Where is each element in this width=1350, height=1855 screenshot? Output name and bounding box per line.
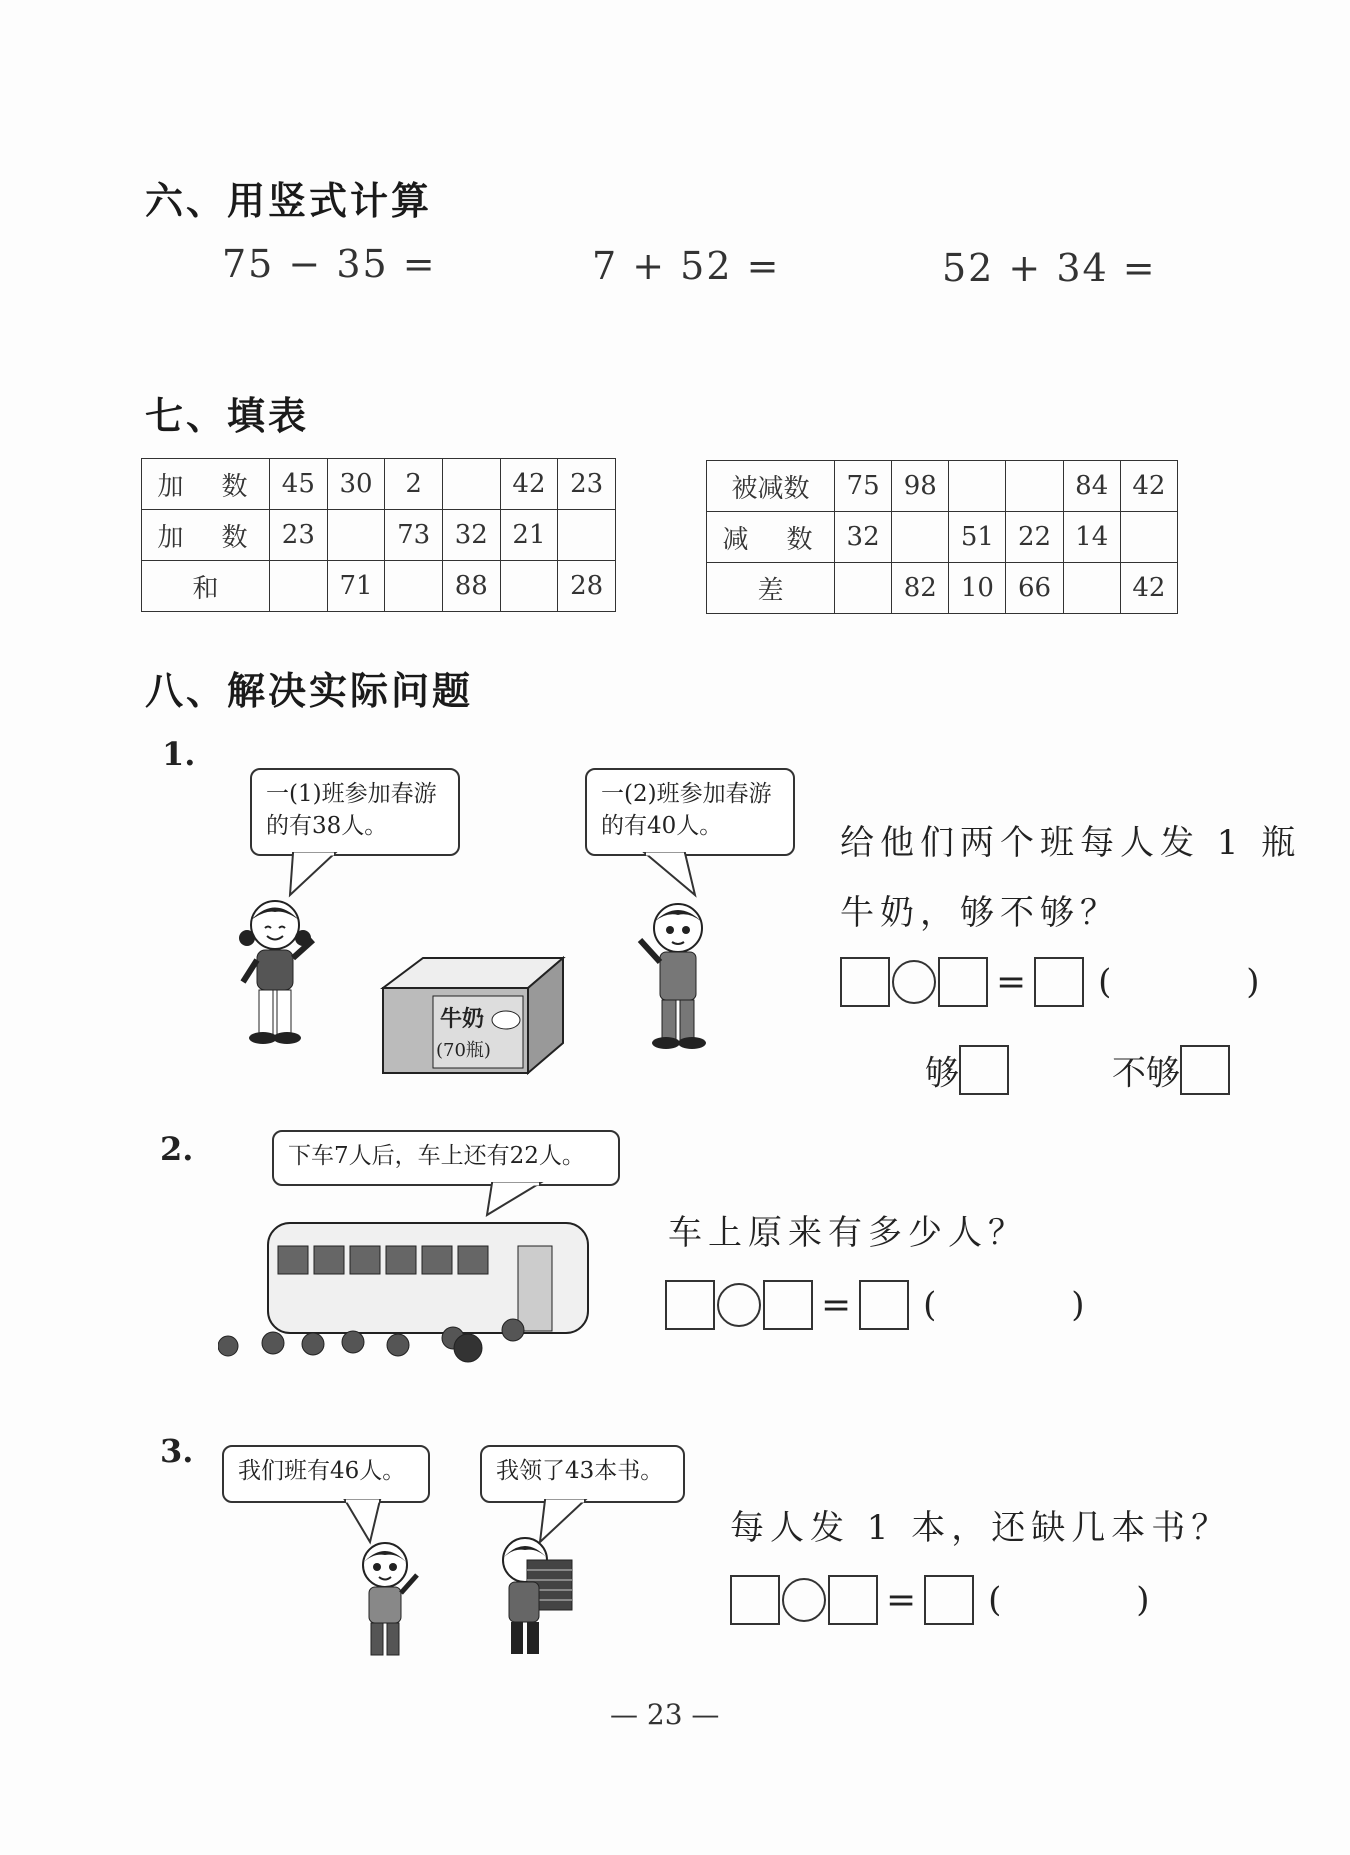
page-number: — 23 — xyxy=(610,1698,720,1731)
table-cell[interactable]: 82 xyxy=(892,563,949,614)
addition-table xyxy=(141,458,616,612)
enough-label: 够 xyxy=(925,1053,959,1094)
speech-bubble-class2 xyxy=(585,768,795,856)
not-enough-label: 不够 xyxy=(1112,1053,1180,1094)
question-1-line1: 给他们两个班每人发 1 瓶 xyxy=(840,823,1302,863)
answer-formula-2 xyxy=(665,1280,1147,1330)
table-cell[interactable]: 10 xyxy=(949,563,1006,614)
table-cell[interactable] xyxy=(1006,461,1063,512)
girl-illustration xyxy=(225,890,335,1050)
milk-box-illustration xyxy=(378,948,568,1078)
row-label: 减 数 xyxy=(707,512,835,563)
table-cell[interactable]: 30 xyxy=(327,459,385,510)
problem-3: 52 + 34 = xyxy=(942,246,1157,290)
section6-title: 六、用竖式计算 xyxy=(145,179,433,223)
answer-box[interactable] xyxy=(665,1280,715,1330)
table-cell[interactable] xyxy=(892,512,949,563)
table-cell[interactable]: 23 xyxy=(270,510,328,561)
table-row xyxy=(142,459,616,510)
bubble-text: 下车7人后，车上还有22人。 xyxy=(288,1143,585,1169)
answer-box[interactable] xyxy=(828,1575,878,1625)
table-cell[interactable]: 71 xyxy=(327,561,385,612)
answer-box[interactable] xyxy=(763,1280,813,1330)
answer-box[interactable] xyxy=(730,1575,780,1625)
table-cell[interactable]: 73 xyxy=(385,510,443,561)
table-cell[interactable]: 22 xyxy=(1006,512,1063,563)
equals-sign: = xyxy=(886,1579,917,1621)
boy-with-books-illustration xyxy=(485,1530,585,1665)
table-cell[interactable]: 28 xyxy=(558,561,616,612)
table-cell[interactable] xyxy=(949,461,1006,512)
speech-bubble-girl xyxy=(222,1445,430,1503)
answer-box[interactable] xyxy=(1034,957,1084,1007)
table-cell[interactable] xyxy=(1120,512,1177,563)
operator-circle[interactable] xyxy=(717,1283,761,1327)
equals-sign: = xyxy=(996,961,1027,1003)
table-cell[interactable] xyxy=(500,561,558,612)
answer-box[interactable] xyxy=(859,1280,909,1330)
row-label: 加 数 xyxy=(142,459,270,510)
operator-circle[interactable] xyxy=(782,1578,826,1622)
table-cell[interactable]: 23 xyxy=(558,459,616,510)
girl-illustration xyxy=(335,1535,435,1665)
table-cell[interactable]: 32 xyxy=(442,510,500,561)
table-cell[interactable] xyxy=(442,459,500,510)
table-cell[interactable] xyxy=(385,561,443,612)
table-cell[interactable] xyxy=(835,563,892,614)
table-cell[interactable]: 75 xyxy=(835,461,892,512)
speech-bubble-class1 xyxy=(250,768,460,856)
problem-1: 75 − 35 = xyxy=(222,242,437,286)
bubble-text: 我领了43本书。 xyxy=(496,1458,664,1484)
question-3-text: 每人发 1 本，还缺几本书？ xyxy=(730,1508,1232,1548)
table-cell[interactable]: 21 xyxy=(500,510,558,561)
answer-box[interactable] xyxy=(840,957,890,1007)
answer-box[interactable] xyxy=(938,957,988,1007)
row-label: 被减数 xyxy=(707,461,835,512)
answer-formula-3 xyxy=(730,1575,1212,1625)
table-cell[interactable]: 98 xyxy=(892,461,949,512)
table-cell[interactable] xyxy=(1063,563,1120,614)
unit-parentheses[interactable]: ( ) xyxy=(923,1285,1147,1325)
table-row xyxy=(707,512,1178,563)
table-cell[interactable] xyxy=(327,510,385,561)
enough-choice xyxy=(925,1045,1009,1095)
boy-illustration xyxy=(630,890,730,1055)
not-enough-checkbox[interactable] xyxy=(1180,1045,1230,1095)
table-cell[interactable]: 45 xyxy=(270,459,328,510)
section8-title: 八、解决实际问题 xyxy=(145,669,474,713)
table-row xyxy=(707,461,1178,512)
table-row xyxy=(707,563,1178,614)
question-2-number: 2. xyxy=(160,1130,194,1168)
table-cell[interactable]: 42 xyxy=(1120,563,1177,614)
milk-count-label: (70瓶) xyxy=(436,1040,491,1061)
equals-sign: = xyxy=(821,1284,852,1326)
not-enough-choice xyxy=(1112,1045,1230,1095)
row-label: 加 数 xyxy=(142,510,270,561)
table-row xyxy=(142,510,616,561)
answer-formula-1 xyxy=(840,957,1322,1007)
problem-2: 7 + 52 = xyxy=(592,244,781,288)
question-2-text: 车上原来有多少人？ xyxy=(668,1213,1028,1253)
question-1-number: 1. xyxy=(162,735,196,773)
unit-parentheses[interactable]: ( ) xyxy=(1098,962,1322,1002)
table-cell[interactable]: 42 xyxy=(1120,461,1177,512)
question-1-line2: 牛奶，够不够？ xyxy=(840,893,1120,933)
bus-illustration xyxy=(218,1218,598,1378)
enough-checkbox[interactable] xyxy=(959,1045,1009,1095)
table-cell[interactable]: 2 xyxy=(385,459,443,510)
table-cell[interactable]: 66 xyxy=(1006,563,1063,614)
table-cell[interactable] xyxy=(270,561,328,612)
milk-label: 牛奶 xyxy=(440,1007,485,1032)
table-cell[interactable]: 51 xyxy=(949,512,1006,563)
table-cell[interactable]: 14 xyxy=(1063,512,1120,563)
bubble-text: 一(2)班参加春游的有40人。 xyxy=(601,781,772,839)
section7-title: 七、填表 xyxy=(145,394,310,438)
answer-box[interactable] xyxy=(924,1575,974,1625)
row-label: 和 xyxy=(142,561,270,612)
bubble-text: 我们班有46人。 xyxy=(238,1458,406,1484)
question-3-number: 3. xyxy=(160,1432,194,1470)
table-cell[interactable]: 42 xyxy=(500,459,558,510)
table-cell[interactable]: 32 xyxy=(835,512,892,563)
operator-circle[interactable] xyxy=(892,960,936,1004)
table-cell[interactable]: 84 xyxy=(1063,461,1120,512)
bubble-text: 一(1)班参加春游的有38人。 xyxy=(266,781,437,839)
row-label: 差 xyxy=(707,563,835,614)
unit-parentheses[interactable]: ( ) xyxy=(988,1580,1212,1620)
speech-bubble-bus xyxy=(272,1130,620,1186)
table-row xyxy=(142,561,616,612)
table-cell[interactable]: 88 xyxy=(442,561,500,612)
table-cell[interactable] xyxy=(558,510,616,561)
subtraction-table xyxy=(706,460,1178,614)
speech-bubble-boy xyxy=(480,1445,685,1503)
bubble-tail xyxy=(482,1183,552,1218)
